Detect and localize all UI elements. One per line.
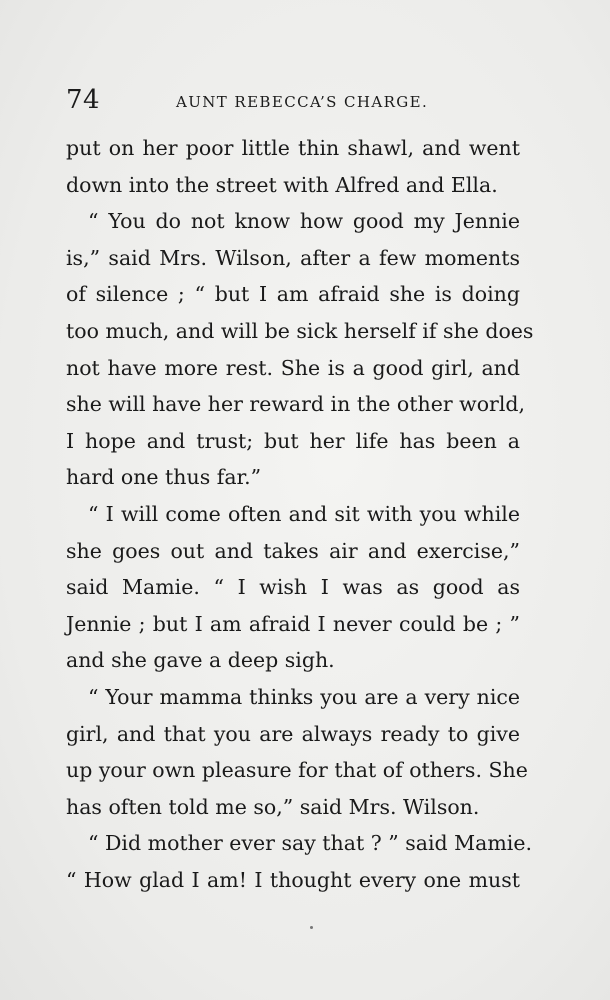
text-line: Jennie ; but I am afraid I never could be ; ”	[66, 611, 520, 636]
text-line: has often told me so,” said Mrs. Wilson.	[66, 794, 480, 819]
text-line: too much, and will be sick herself if she does	[66, 318, 534, 343]
text-line: “ You do not know how good my Jennie	[88, 209, 520, 234]
text-line: she goes out and takes air and exercise,”	[66, 538, 520, 563]
text-line: down into the street with Alfred and Ella.	[66, 172, 498, 197]
text-line: hard one thus far.”	[66, 465, 262, 490]
text-line: “ How glad I am! I thought every one must	[66, 867, 520, 892]
page-header	[66, 82, 536, 118]
text-line: “ I will come often and sit with you while	[88, 501, 520, 526]
body-text	[66, 130, 534, 898]
text-line: not have more rest. She is a good girl, and	[66, 355, 520, 380]
text-line: “ Did mother ever say that ? ” said Mamie.	[88, 831, 533, 856]
running-head: AUNT REBECCA’S CHARGE.	[176, 93, 429, 111]
page-number: 74	[66, 85, 101, 115]
text-line: put on her poor little thin shawl, and went	[66, 136, 520, 160]
text-line: she will have her reward in the other world,	[66, 392, 526, 417]
text-line: girl, and that you are always ready to give	[66, 721, 520, 746]
text-line: “ Your mamma thinks you are a very nice	[88, 684, 520, 709]
text-line: is,” said Mrs. Wilson, after a few moments	[66, 245, 520, 270]
text-line: said Mamie. “ I wish I was as good as	[66, 575, 520, 600]
paper-speck	[310, 926, 313, 929]
text-line: up your own pleasure for that of others. She	[66, 758, 528, 783]
text-line: I hope and trust; but her life has been a	[66, 428, 520, 453]
text-line: and she gave a deep sigh.	[66, 648, 335, 673]
text-line: of silence ; “ but I am afraid she is doing	[66, 282, 520, 307]
